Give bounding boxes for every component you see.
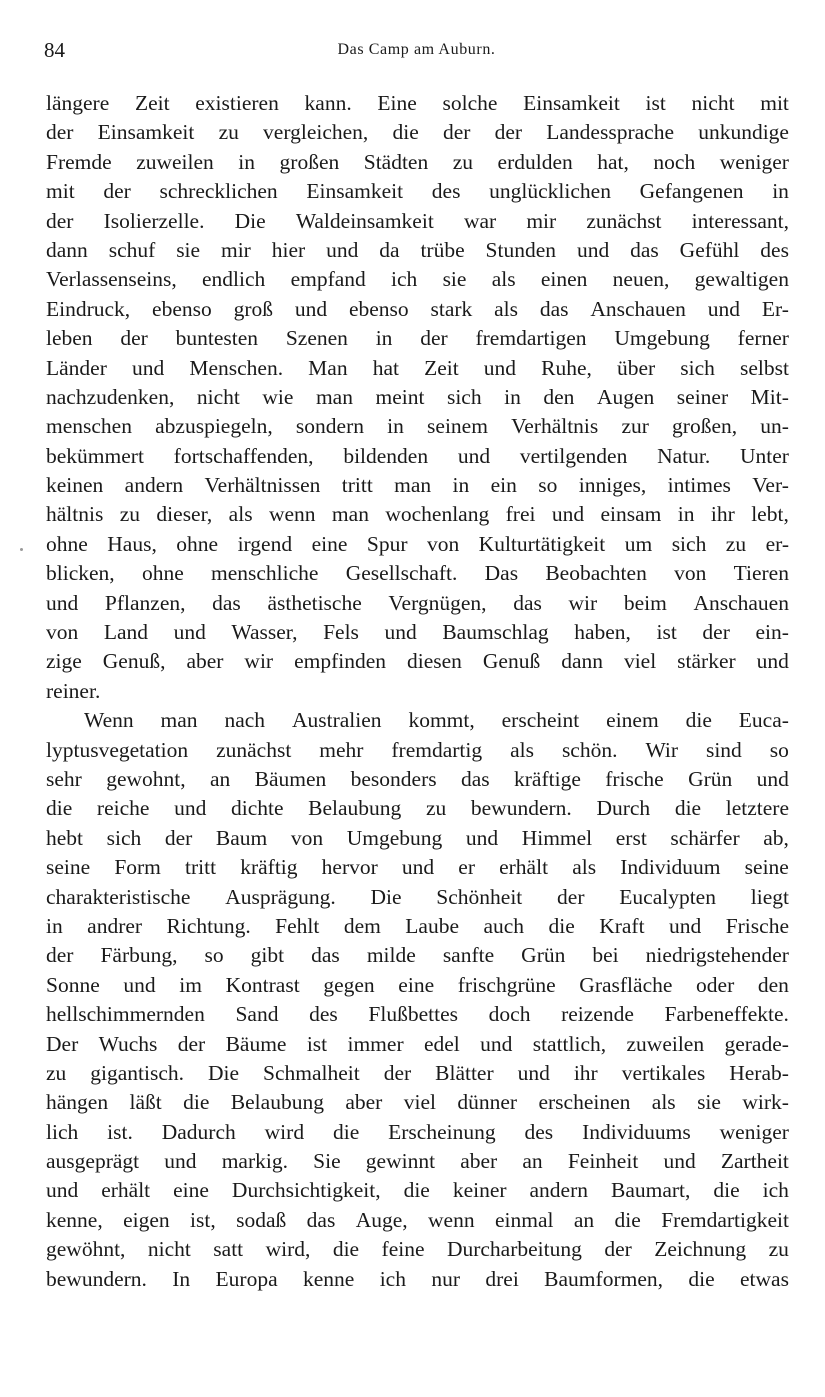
text-line: längere Zeit existieren kann. Eine solche Einsamkeit ist nicht mit [46, 91, 789, 115]
text-line: blicken, ohne menschliche Gesellschaft. Das Beobachten von Tieren [46, 561, 789, 586]
text-line: lyptusvegetation zunächst mehr fremdartig als schön. Wir sind so [46, 737, 789, 762]
text-line: sehr gewohnt, an Bäumen besonders das kräftige frische Grün und [46, 766, 789, 791]
text-line: Eindruck, ebenso groß und ebenso stark als das Anschauen und Er- [46, 296, 789, 321]
text-line: leben der buntesten Szenen in der fremdartigen Umgebung ferner [46, 326, 789, 351]
text-line: ausgeprägt und markig. Sie gewinnt aber an Feinheit und Zartheit [46, 1149, 789, 1174]
text-line: menschen abzuspiegeln, sondern in seinem Verhältnis zur großen, un- [46, 414, 789, 439]
text-line: Fremde zuweilen in großen Städten zu erdulden hat, noch weniger [46, 149, 789, 174]
text-line: von Land und Wasser, Fels und Baumschlag haben, ist der ein- [46, 620, 789, 645]
text-line: hängen läßt die Belaubung aber viel dünner erscheinen als sie wirk- [46, 1090, 789, 1115]
text-line: keinen andern Verhältnissen tritt man in ein so inniges, intimes Ver- [46, 473, 789, 498]
running-head: Das Camp am Auburn. [337, 41, 496, 58]
margin-mark [20, 548, 23, 551]
text-line: zu gigantisch. Die Schmalheit der Blätter und ihr vertikales Herab- [46, 1060, 789, 1085]
text-line: Der Wuchs der Bäume ist immer edel und stattlich, zuweilen gerade- [46, 1031, 789, 1056]
text-line: Länder und Menschen. Man hat Zeit und Ruhe, über sich selbst [46, 355, 789, 380]
paragraph [46, 706, 789, 1294]
text-line: bekümmert fortschaffenden, bildenden und vertilgenden Natur. Unter [46, 443, 789, 468]
text-line: nachzudenken, nicht wie man meint sich in den Augen seiner Mit- [46, 384, 789, 409]
text-line: ohne Haus, ohne irgend eine Spur von Kulturtätigkeit um sich zu er- [46, 531, 789, 556]
text-line: dann schuf sie mir hier und da trübe Stunden und das Gefühl des [46, 237, 789, 262]
text-line: seine Form tritt kräftig hervor und er erhält als Individuum seine [46, 855, 789, 880]
text-line: lich ist. Dadurch wird die Erscheinung des Individuums weniger [46, 1119, 789, 1144]
text-line: die reiche und dichte Belaubung zu bewundern. Durch die letztere [46, 796, 789, 821]
text-line: hältnis zu dieser, als wenn man wochenlang frei und einsam in ihr lebt, [46, 502, 789, 527]
text-line: in andrer Richtung. Fehlt dem Laube auch die Kraft und Frische [46, 913, 789, 938]
text-line: und erhält eine Durchsichtigkeit, die keiner andern Baumart, die ich [46, 1178, 789, 1203]
text-line: mit der schrecklichen Einsamkeit des unglücklichen Gefangenen in [46, 179, 789, 204]
page-header [44, 38, 789, 64]
text-line: der Färbung, so gibt das milde sanfte Grün bei niedrigstehender [46, 943, 789, 968]
paragraph [46, 89, 789, 706]
text-line: zige Genuß, aber wir empfinden diesen Genuß dann viel stärker und [46, 649, 789, 674]
text-line: hellschimmernden Sand des Flußbettes doch reizende Farbeneffekte. [46, 1002, 789, 1027]
text-line: Sonne und im Kontrast gegen eine frischgrüne Grasfläche oder den [46, 972, 789, 997]
text-line: gewöhnt, nicht satt wird, die feine Durcharbeitung der Zeichnung zu [46, 1237, 789, 1262]
text-line: reiner. [46, 678, 101, 703]
text-line: hebt sich der Baum von Umgebung und Himmel erst schärfer ab, [46, 825, 789, 850]
text-line: bewundern. In Europa kenne ich nur drei Baumformen, die etwas [46, 1266, 789, 1291]
text-line: der Isolierzelle. Die Waldeinsamkeit war mir zunächst interessant, [46, 208, 789, 233]
text-line: der Einsamkeit zu vergleichen, die der der Landessprache unkundige [46, 120, 789, 145]
text-line: Verlassenseins, endlich empfand ich sie als einen neuen, gewaltigen [46, 267, 789, 292]
page-number: 84 [44, 38, 65, 62]
text-line: Wenn man nach Australien kommt, erscheint einem die Euca- [84, 708, 789, 733]
text-line: charakteristische Ausprägung. Die Schönheit der Eucalypten liegt [46, 884, 789, 909]
text-line: und Pflanzen, das ästhetische Vergnügen, das wir beim Anschauen [46, 590, 789, 615]
body-text [46, 89, 789, 1294]
text-line: kenne, eigen ist, sodaß das Auge, wenn einmal an die Fremdartigkeit [46, 1207, 789, 1232]
